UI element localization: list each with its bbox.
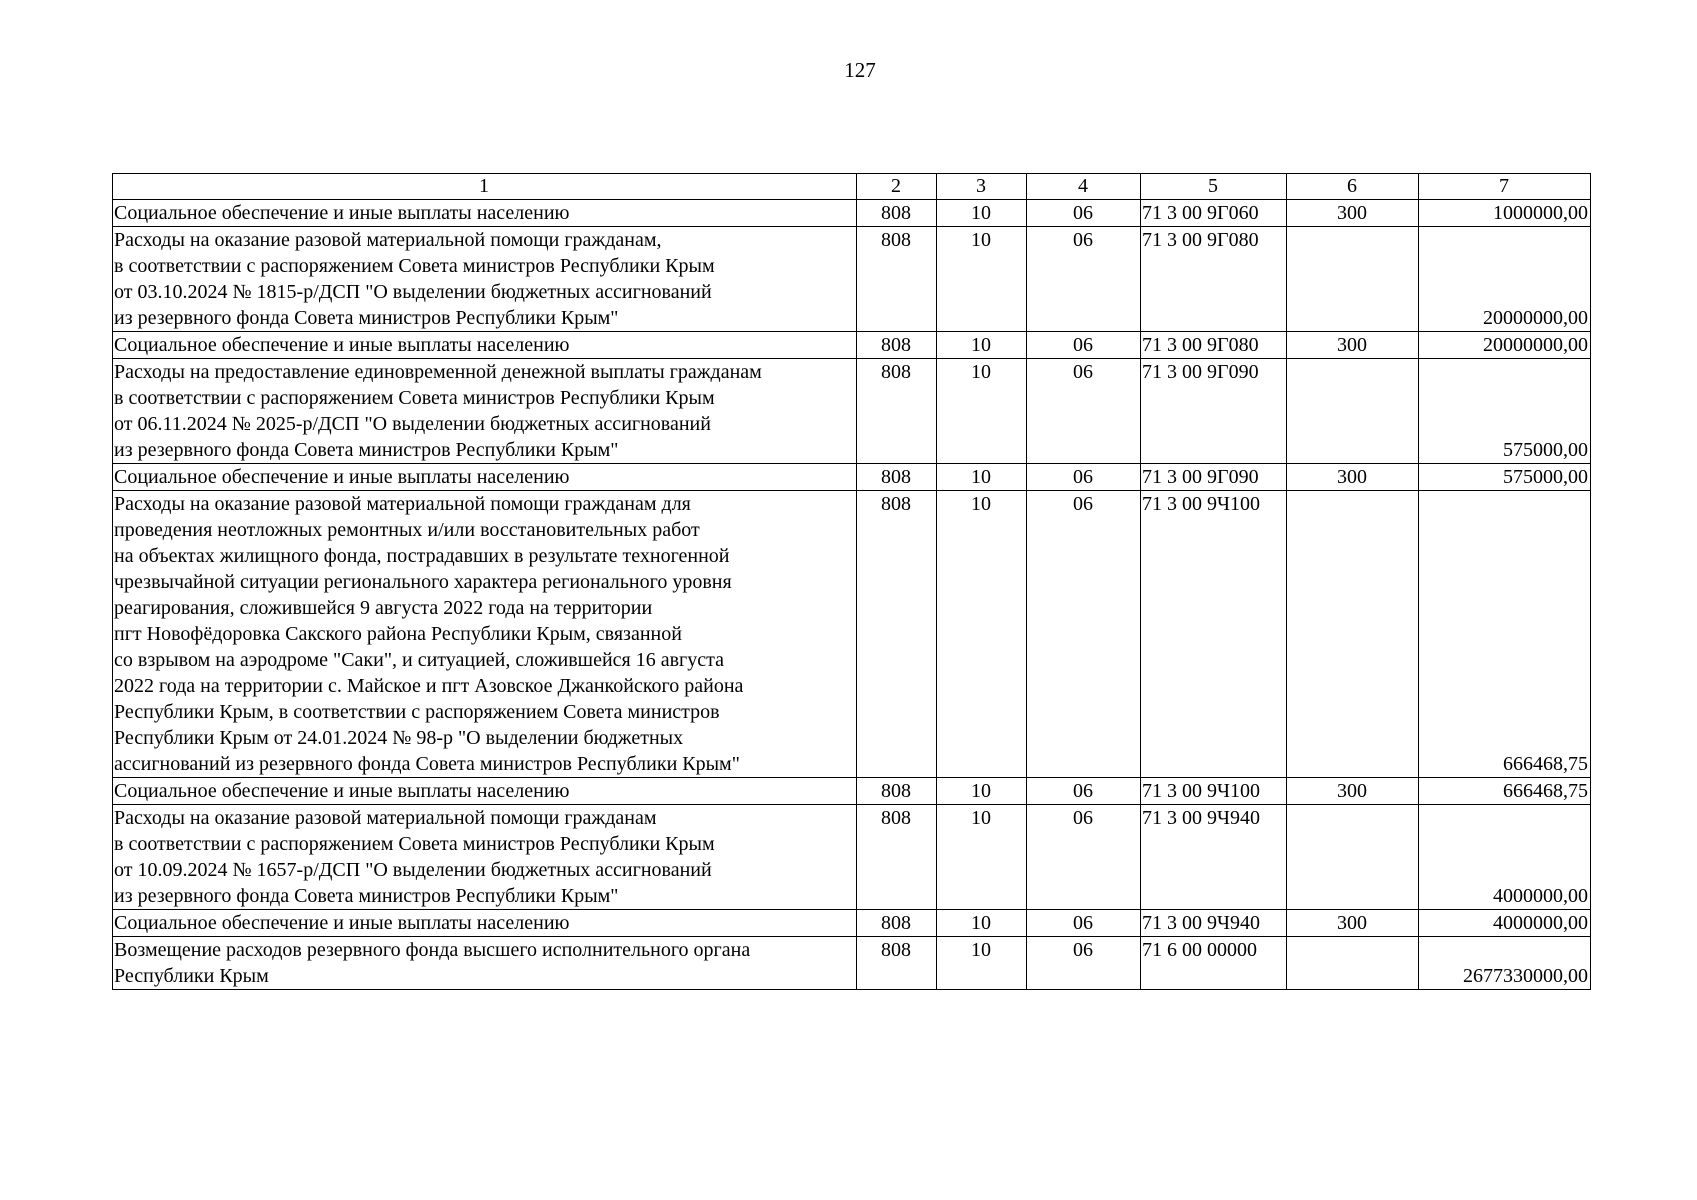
- description-line: реагирования, сложившейся 9 августа 2022 года на территории: [114, 597, 653, 619]
- row-description: [113, 332, 857, 359]
- description-line: из резервного фонда Совета министров Республики Крым": [114, 439, 619, 461]
- description-line: ассигнований из резервного фонда Совета министров Республики Крым": [114, 753, 740, 775]
- amount: 4000000,00: [1419, 910, 1591, 937]
- expense-type-code: 300: [1287, 910, 1419, 937]
- column-header: 3: [937, 174, 1027, 200]
- table-header-row: [113, 174, 1591, 200]
- subsection-code: 06: [1027, 937, 1141, 990]
- column-header: 7: [1419, 174, 1591, 200]
- description-line: Республики Крым: [114, 965, 269, 987]
- subsection-code: 06: [1027, 332, 1141, 359]
- target-article-code: 71 3 00 9Ч940: [1141, 910, 1287, 937]
- section-code: 10: [937, 937, 1027, 990]
- section-code: 10: [937, 464, 1027, 491]
- subsection-code: 06: [1027, 910, 1141, 937]
- amount: 1000000,00: [1419, 200, 1591, 227]
- row-description: [113, 910, 857, 937]
- amount: 20000000,00: [1419, 227, 1591, 332]
- description-line: от 10.09.2024 № 1657-р/ДСП "О выделении бюджетных ассигнований: [114, 859, 712, 881]
- expense-type-code: 300: [1287, 778, 1419, 805]
- subsection-code: 06: [1027, 805, 1141, 910]
- section-code: 10: [937, 332, 1027, 359]
- target-article-code: 71 3 00 9Г080: [1141, 332, 1287, 359]
- description-line: от 03.10.2024 № 1815-р/ДСП "О выделении бюджетных ассигнований: [114, 281, 712, 303]
- description-line: в соответствии с распоряжением Совета министров Республики Крым: [114, 387, 715, 409]
- target-article-code: 71 3 00 9Г090: [1141, 359, 1287, 464]
- subsection-code: 06: [1027, 464, 1141, 491]
- ministry-code: 808: [857, 200, 937, 227]
- description-line: Социальное обеспечение и иные выплаты населению: [114, 334, 570, 356]
- subsection-code: 06: [1027, 359, 1141, 464]
- amount: 20000000,00: [1419, 332, 1591, 359]
- row-description: [113, 359, 857, 464]
- subsection-code: 06: [1027, 778, 1141, 805]
- description-line: в соответствии с распоряжением Совета министров Республики Крым: [114, 255, 715, 277]
- amount: 4000000,00: [1419, 805, 1591, 910]
- description-line: Социальное обеспечение и иные выплаты населению: [114, 780, 570, 802]
- column-header: 6: [1287, 174, 1419, 200]
- description-line: Расходы на оказание разовой материальной помощи гражданам: [114, 807, 657, 829]
- description-line: Социальное обеспечение и иные выплаты населению: [114, 912, 570, 934]
- expense-type-code: 300: [1287, 200, 1419, 227]
- subsection-code: 06: [1027, 491, 1141, 778]
- ministry-code: 808: [857, 464, 937, 491]
- description-line: Расходы на оказание разовой материальной помощи гражданам,: [114, 229, 662, 251]
- target-article-code: 71 3 00 9Ч100: [1141, 491, 1287, 778]
- expense-type-code: 300: [1287, 464, 1419, 491]
- column-header: 1: [113, 174, 857, 200]
- row-description: [113, 200, 857, 227]
- expense-type-code: [1287, 227, 1419, 332]
- target-article-code: 71 3 00 9Г090: [1141, 464, 1287, 491]
- table-row: [113, 805, 1591, 910]
- row-description: [113, 805, 857, 910]
- amount: 575000,00: [1419, 359, 1591, 464]
- description-line: Социальное обеспечение и иные выплаты населению: [114, 466, 570, 488]
- table-row: [113, 332, 1591, 359]
- amount: 2677330000,00: [1419, 937, 1591, 990]
- description-line: Возмещение расходов резервного фонда высшего исполнительного органа: [114, 939, 751, 961]
- description-line: со взрывом на аэродроме "Саки", и ситуацией, сложившейся 16 августа: [114, 649, 724, 671]
- ministry-code: 808: [857, 359, 937, 464]
- section-code: 10: [937, 227, 1027, 332]
- column-header: 4: [1027, 174, 1141, 200]
- ministry-code: 808: [857, 778, 937, 805]
- description-line: Социальное обеспечение и иные выплаты населению: [114, 202, 570, 224]
- section-code: 10: [937, 778, 1027, 805]
- description-line: пгт Новофёдоровка Сакского района Республики Крым, связанной: [114, 623, 682, 645]
- ministry-code: 808: [857, 937, 937, 990]
- section-code: 10: [937, 359, 1027, 464]
- ministry-code: 808: [857, 805, 937, 910]
- subsection-code: 06: [1027, 200, 1141, 227]
- budget-table: [112, 173, 1591, 990]
- target-article-code: 71 3 00 9Ч940: [1141, 805, 1287, 910]
- section-code: 10: [937, 805, 1027, 910]
- row-description: [113, 227, 857, 332]
- target-article-code: 71 3 00 9Г060: [1141, 200, 1287, 227]
- section-code: 10: [937, 491, 1027, 778]
- description-line: в соответствии с распоряжением Совета министров Республики Крым: [114, 833, 715, 855]
- amount: 666468,75: [1419, 491, 1591, 778]
- expense-type-code: [1287, 937, 1419, 990]
- expense-type-code: [1287, 359, 1419, 464]
- column-header: 2: [857, 174, 937, 200]
- description-line: проведения неотложных ремонтных и/или восстановительных работ: [114, 519, 700, 541]
- description-line: Расходы на предоставление единовременной денежной выплаты гражданам: [114, 361, 762, 383]
- section-code: 10: [937, 200, 1027, 227]
- description-line: на объектах жилищного фонда, пострадавших в результате техногенной: [114, 545, 730, 567]
- expense-type-code: 300: [1287, 332, 1419, 359]
- description-line: 2022 года на территории с. Майское и пгт Азовское Джанкойского района: [114, 675, 744, 697]
- subsection-code: 06: [1027, 227, 1141, 332]
- ministry-code: 808: [857, 491, 937, 778]
- table-row: [113, 200, 1591, 227]
- table-row: [113, 464, 1591, 491]
- description-line: из резервного фонда Совета министров Республики Крым": [114, 307, 619, 329]
- table-body: [113, 174, 1591, 990]
- column-header: 5: [1141, 174, 1287, 200]
- row-description: [113, 778, 857, 805]
- table-row: [113, 359, 1591, 464]
- expense-type-code: [1287, 805, 1419, 910]
- page-number: 127: [844, 58, 876, 82]
- description-line: чрезвычайной ситуации регионального характера регионального уровня: [114, 571, 732, 593]
- table-row: [113, 491, 1591, 778]
- amount: 575000,00: [1419, 464, 1591, 491]
- description-line: от 06.11.2024 № 2025-р/ДСП "О выделении бюджетных ассигнований: [114, 413, 711, 435]
- target-article-code: 71 6 00 00000: [1141, 937, 1287, 990]
- description-line: из резервного фонда Совета министров Республики Крым": [114, 885, 619, 907]
- table-row: [113, 910, 1591, 937]
- row-description: [113, 491, 857, 778]
- section-code: 10: [937, 910, 1027, 937]
- table-row: [113, 778, 1591, 805]
- description-line: Республики Крым, в соответствии с распоряжением Совета министров: [114, 701, 720, 723]
- target-article-code: 71 3 00 9Г080: [1141, 227, 1287, 332]
- table-row: [113, 227, 1591, 332]
- ministry-code: 808: [857, 332, 937, 359]
- ministry-code: 808: [857, 227, 937, 332]
- amount: 666468,75: [1419, 778, 1591, 805]
- expense-type-code: [1287, 491, 1419, 778]
- row-description: [113, 464, 857, 491]
- description-line: Расходы на оказание разовой материальной помощи гражданам для: [114, 493, 691, 515]
- table-row: [113, 937, 1591, 990]
- row-description: [113, 937, 857, 990]
- target-article-code: 71 3 00 9Ч100: [1141, 778, 1287, 805]
- description-line: Республики Крым от 24.01.2024 № 98-р "О выделении бюджетных: [114, 727, 684, 749]
- ministry-code: 808: [857, 910, 937, 937]
